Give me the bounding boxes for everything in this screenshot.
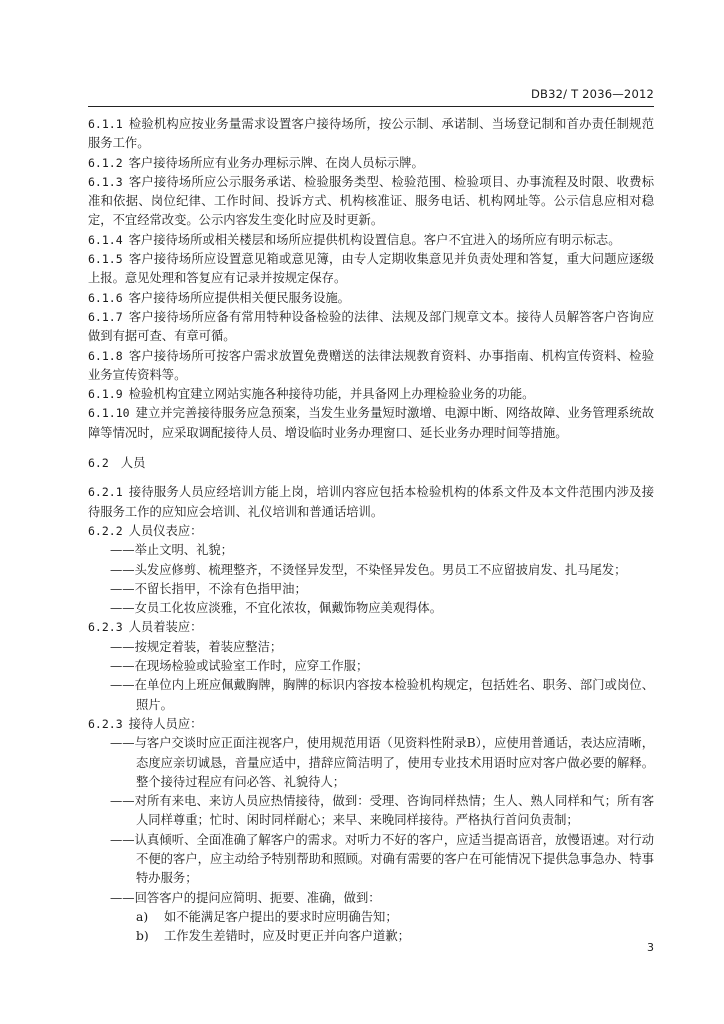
clause-6-1-10 (88, 404, 654, 443)
clause-number: 6.1.7 (88, 309, 123, 324)
sub-list-text: 工作发生差错时，应及时更正并向客户道歉； (164, 929, 410, 944)
clause-text: 客户接待场所应设置意见箱或意见簿，由专人定期收集意见并负责处理和答复，重大问题应逐级上报。意见处理和答复应有记录并按规定保存。 (88, 252, 654, 286)
clause-lead: 人员仪表应： (128, 523, 203, 538)
section-heading-6-2 (88, 454, 654, 473)
clause-6-1-3 (88, 173, 654, 231)
clause-number: 6.1.2 (88, 155, 123, 170)
sub-list-text: 如不能满足客户提出的要求时应明确告知； (164, 909, 398, 924)
clause-text: 建立并完善接待服务应急预案，当发生业务量短时激增、电源中断、网络故障、业务管理系统故障等情况时，应采取调配接待人员、增设临时业务办理窗口、延长业务办理时间等措施。 (88, 406, 654, 440)
clause-text: 检验机构宜建立网站实施各种接待功能，并具备网上办理检验业务的功能。 (128, 387, 535, 402)
list-item: ——在现场检验或试验室工作时，应穿工作服； (110, 659, 369, 674)
sub-list-letter: a) (136, 909, 149, 924)
clause-number: 6.2.1 (88, 485, 123, 500)
clause-number: 6.1.1 (88, 117, 123, 131)
list-item: ——认真倾听、全面准确了解客户的需求。对听力不好的客户，应适当提高语音，放慢语速。对行动不便的客户，应主动给予特别帮助和照顾。对确有需要的客户在可能情况下提供急事急办、特事特办服务； (110, 832, 654, 886)
list-item: ——在单位内上班应佩戴胸牌，胸牌的标识内容按本检验机构规定，包括姓名、职务、部门或岗位、照片。 (110, 678, 654, 712)
section-title: 人员 (120, 456, 146, 471)
clause-6-1-9 (88, 385, 654, 404)
clause-text: 客户接待场所或相关楼层和场所应提供机构设置信息。客户不宜进入的场所应有明示标志。 (128, 232, 621, 247)
clause-text: 客户接待场所可按客户需求放置免费赠送的法律法规教育资料、办事指南、机构宣传资料、检验业务宣传资料等。 (88, 348, 654, 382)
clause-number: 6.1.3 (88, 174, 123, 189)
clause-number: 6.2.3 (88, 620, 123, 635)
header-divider (88, 106, 654, 107)
clause-lead: 接待人员应： (128, 716, 203, 731)
list-item: ——举止文明、礼貌； (110, 543, 233, 558)
clause-6-2-1 (88, 483, 654, 522)
page-number: 3 (647, 941, 654, 954)
list-item: ——与客户交谈时应正面注视客户，使用规范用语（见资料性附录B），应使用普通话，表达应清晰，态度应亲切诚恳，音量应适中，措辞应简洁明了，使用专业技术用语时应对客户做必要的解释。整个接待过程应有问必答、礼貌待人； (110, 736, 654, 789)
clause-number: 6.1.9 (88, 387, 123, 402)
clause-6-1-4 (88, 231, 654, 250)
clause-number: 6.1.8 (88, 348, 123, 363)
clause-text: 客户接待场所应备有常用特种设备检验的法律、法规及部门规章文本。接待人员解答客户咨询应做到有据可查、有章可循。 (88, 309, 654, 344)
clause-text: 接待服务人员应经培训方能上岗，培训内容应包括本检验机构的体系文件及本文件范围内涉及接待服务工作的应知应会培训、礼仪培训和普通话培训。 (88, 485, 654, 519)
clause-text: 客户接待场所应公示服务承诺、检验服务类型、检验范围、检验项目、办事流程及时限、收费标准和依据、岗位纪律、工作时间、投诉方式、机构核准证、服务电话、机构网址等。公示信息应相对稳定，不宜经常改变。公示内容发生变化时应及时更新。 (88, 174, 654, 228)
clause-lead: 人员着装应： (128, 620, 203, 635)
document-code: DB32/ T 2036—2012 (530, 87, 654, 101)
clause-number: 6.2.3 (88, 716, 123, 731)
clause-text: 检验机构应按业务量需求设置客户接待场所，按公示制、承诺制、当场登记制和首办责任制规范服务工作。 (88, 117, 654, 151)
clause-6-2-2 (88, 522, 654, 541)
sub-list-item-a (88, 908, 654, 927)
list-item: ——头发应修剪、梳理整齐，不烫怪异发型，不染怪异发色。男员工不应留披肩发、扎马尾发； (110, 562, 627, 577)
clause-6-1-2 (88, 154, 654, 173)
document-body (88, 115, 654, 946)
sub-list-letter: b) (136, 929, 149, 944)
list-item: ——回答客户的提问应简明、扼要、准确，做到： (110, 890, 381, 905)
section-number: 6.2 (88, 456, 109, 471)
list-item: ——不留长指甲，不涂有色指甲油； (110, 581, 307, 596)
clause-6-1-6 (88, 289, 654, 308)
list-item: ——按规定着装，着装应整洁； (110, 639, 283, 654)
clause-text: 客户接待场所应有业务办理标示牌、在岗人员标示牌。 (128, 155, 424, 170)
clause-text: 客户接待场所应提供相关便民服务设施。 (128, 290, 350, 305)
clause-6-1-7 (88, 308, 654, 347)
clause-number: 6.1.4 (88, 232, 123, 247)
clause-6-2-3-attire (88, 618, 654, 637)
clause-6-1-1 (88, 115, 654, 154)
list-item: ——女员工化妆应淡雅，不宜化浓妆，佩戴饰物应美观得体。 (110, 601, 443, 616)
clause-6-1-8 (88, 347, 654, 386)
clause-6-2-3-reception (88, 715, 654, 734)
clause-number: 6.1.5 (88, 252, 123, 267)
clause-number: 6.1.10 (88, 406, 130, 421)
clause-number: 6.1.6 (88, 290, 123, 305)
sub-list-item-b (88, 927, 654, 946)
list-item: ——对所有来电、来访人员应热情接待，做到：受理、咨询同样热情；生人、熟人同样和气；所有客人同样尊重；忙时、闲时同样耐心；来早、来晚同样接待。严格执行首问负责制； (110, 794, 654, 828)
clause-6-1-5 (88, 250, 654, 289)
clause-number: 6.2.2 (88, 523, 123, 538)
